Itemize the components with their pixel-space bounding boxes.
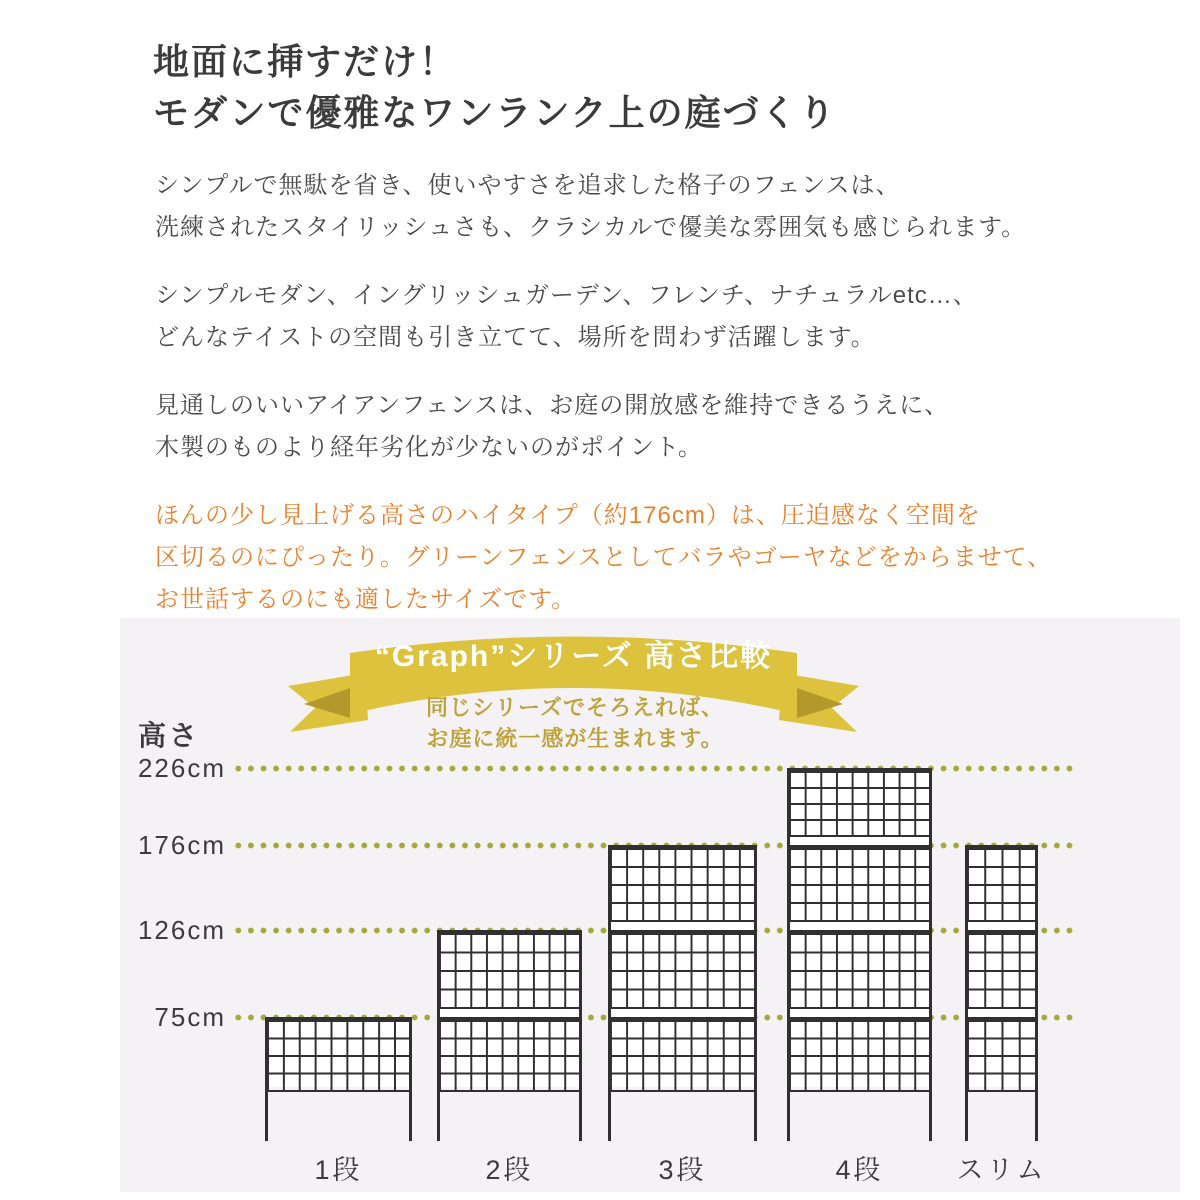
guide-dots-226cm <box>232 765 1078 772</box>
mesh-panel <box>437 1017 582 1092</box>
highlight-paragraph <box>155 495 1052 621</box>
mesh-panel <box>787 768 932 837</box>
mesh-panel <box>965 930 1038 1009</box>
fence-2段 <box>437 930 582 1141</box>
mesh-panel <box>608 930 757 1009</box>
fence-post-right <box>929 768 932 1141</box>
fence-post-left <box>787 768 790 1141</box>
height-comparison-chart <box>120 618 1180 1192</box>
mesh-panel <box>265 1017 412 1092</box>
paragraph-line: シンプルモダン、イングリッシュガーデン、フレンチ、ナチュラルetc…、 <box>155 282 978 309</box>
axis-tick-label: 126cm <box>137 915 226 945</box>
fence-スリム <box>965 845 1038 1141</box>
fence-1段 <box>265 1017 412 1141</box>
banner-subtitle-line-2: お庭に統一感が生まれます。 <box>426 726 724 751</box>
paragraph-line: シンプルで無駄を省き、使いやすさを追求した格子のフェンスは、 <box>155 172 901 199</box>
paragraph-line: 洗練されたスタイリッシュさも、クラシカルで優美な雰囲気も感じられます。 <box>155 214 1027 241</box>
axis-tick-label: 176cm <box>137 830 226 860</box>
mesh-panel <box>787 1017 932 1092</box>
category-label-3段: 3段 <box>658 1155 707 1185</box>
mesh-panel <box>608 1017 757 1092</box>
axis-tick-label: 75cm <box>154 1002 226 1032</box>
y-axis-label: 高さ <box>138 720 201 751</box>
mesh-panel <box>965 1017 1038 1092</box>
category-label-4段: 4段 <box>835 1155 884 1185</box>
category-label-1段: 1段 <box>314 1155 363 1185</box>
category-label-スリム: スリム <box>956 1155 1047 1185</box>
paragraph-line: ほんの少し見上げる高さのハイタイプ（約176cm）は、圧迫感なく空間を <box>155 502 981 529</box>
fence-post-right <box>409 1017 412 1141</box>
page-title <box>153 36 837 138</box>
fence-post-right <box>754 845 757 1141</box>
paragraph-line: 見通しのいいアイアンフェンスは、お庭の開放感を維持できるうえに、 <box>155 392 950 419</box>
mesh-panel <box>965 845 1038 922</box>
paragraph-line: 木製のものより経年劣化が少ないのがポイント。 <box>155 434 703 461</box>
banner-subtitle-line-1: 同じシリーズでそろえれば、 <box>426 695 724 720</box>
fence-post-left <box>437 930 440 1141</box>
intro-paragraph-2 <box>155 275 978 359</box>
fence-post-left <box>265 1017 268 1141</box>
paragraph-line: お世話するのにも適したサイズです。 <box>155 586 577 613</box>
axis-tick-label: 226cm <box>137 753 226 783</box>
fence-3段 <box>608 845 757 1141</box>
fence-4段 <box>787 768 932 1141</box>
intro-paragraph-1 <box>155 165 1026 249</box>
intro-paragraph-3 <box>155 385 949 469</box>
mesh-panel <box>787 845 932 922</box>
banner-subtitle <box>375 692 775 754</box>
paragraph-line: どんなテイストの空間も引き立てて、場所を問わず活躍します。 <box>155 324 876 351</box>
fence-post-right <box>1035 845 1038 1141</box>
page-title-line-2: モダンで優雅なワンランク上の庭づくり <box>153 92 837 133</box>
category-label-2段: 2段 <box>485 1155 534 1185</box>
fence-post-left <box>965 845 968 1141</box>
mesh-panel <box>787 930 932 1009</box>
mesh-panel <box>437 930 582 1009</box>
mesh-panel <box>608 845 757 922</box>
page-title-line-1: 地面に挿すだけ！ <box>153 41 458 82</box>
fence-post-right <box>579 930 582 1141</box>
banner-title: “Graph”シリーズ 高さ比較 <box>374 640 773 673</box>
paragraph-line: 区切るのにぴったり。グリーンフェンスとしてバラやゴーヤなどをからませて、 <box>155 544 1053 571</box>
fence-post-left <box>608 845 611 1141</box>
